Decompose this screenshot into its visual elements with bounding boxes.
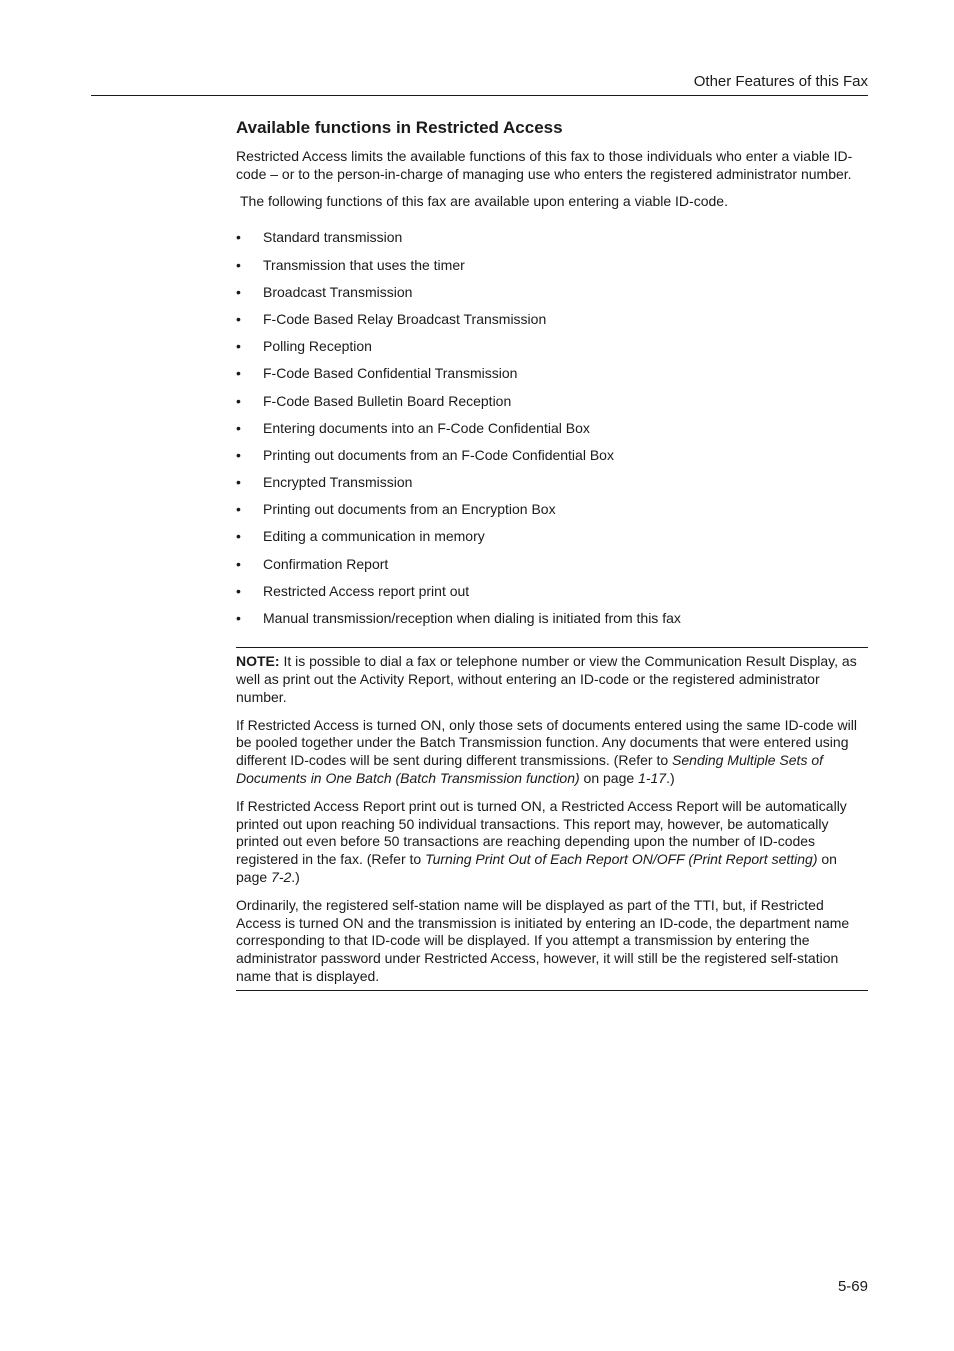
tti-note-paragraph: Ordinarily, the registered self-station name will be displayed as part of the TTI, but, if Restricted Access is turned ON and the transmission is initiated by entering an ID-code, the department name corresponding to that ID-code will be displayed. If you attempt a transmission by entering the administrator password under Restricted Access, however, it will still be the registered self-station name that is displayed. [236,896,850,984]
report-reference-on-page: on page [236,851,837,885]
bullet-icon: • [236,501,241,518]
list-item [236,257,868,284]
list-item [236,338,868,365]
list-item-text: F-Code Based Relay Broadcast Transmission [263,310,547,327]
batch-reference-on-page: on page [579,769,639,786]
report-note-paragraph [236,798,868,887]
bullet-icon: • [236,528,241,545]
list-item [236,528,868,555]
list-item-text: Encrypted Transmission [263,474,413,491]
running-header: Other Features of this Fax [693,73,868,90]
page-number: 5-69 [837,1278,868,1295]
bullet-icon: • [236,283,241,300]
bullet-icon: • [236,365,241,382]
list-item [236,501,868,528]
list-item [236,474,868,501]
report-reference-close: .) [291,868,300,885]
bullet-icon: • [236,610,241,627]
list-item-text: Broadcast Transmission [263,283,413,300]
bullet-icon: • [236,446,241,463]
bullet-icon: • [236,310,241,327]
note-text: It is possible to dial a fax or telephone number or view the Communication Result Display, as well as print out the Activity Report, without entering an ID-code or the registered administrator number. [236,653,857,705]
list-item [236,365,868,392]
note-paragraph [236,653,868,706]
list-item-text: Transmission that uses the timer [263,256,465,273]
section-heading: Available functions in Restricted Access [236,118,563,137]
list-item-text: Standard transmission [263,229,403,246]
list-item [236,610,868,637]
list-item-text: Printing out documents from an Encryption Box [263,501,556,518]
report-reference-page: 7-2 [271,868,292,885]
list-item-text: Manual transmission/reception when dialing is initiated from this fax [263,610,681,627]
bullet-icon: • [236,474,241,491]
list-item-text: Polling Reception [263,338,372,355]
list-item-text: Editing a communication in memory [263,528,485,545]
report-reference-link: Turning Print Out of Each Report ON/OFF (Print Report setting) [425,851,818,868]
list-item [236,284,868,311]
main-content [236,118,868,991]
batch-reference-link: Sending Multiple Sets of Documents in One Batch (Batch Transmission function) [236,752,824,786]
batch-note-paragraph [236,717,868,788]
list-item [236,447,868,474]
list-item [236,583,868,610]
report-note-text: If Restricted Access Report print out is turned ON, a Restricted Access Report will be automatically printed out upon reaching 50 individual transactions. This report may, however, be automatically printed out even before 50 transactions are reaching depending upon the number of ID-codes registered in the fax. (Refer to [236,797,847,868]
list-item [236,393,868,420]
intro-paragraph: Restricted Access limits the available functions of this fax to those individuals who enter a viable ID-code – or to the person-in-charge of managing use who enters the registered administrator number. [236,148,853,182]
batch-reference-close: .) [666,769,675,786]
list-item [236,420,868,447]
batch-note-text: If Restricted Access is turned ON, only those sets of documents entered using the same ID-code will be pooled together under the Batch Transmission function. Any documents that were entered using different ID-codes will be sent during different transmissions. (Refer to [236,716,857,769]
bullet-icon: • [236,555,241,572]
functions-list [236,229,868,637]
bullet-icon: • [236,392,241,409]
list-item-text: Entering documents into an F-Code Confidential Box [263,419,590,436]
bullet-icon: • [236,582,241,599]
batch-reference-page: 1-17 [638,769,667,786]
header-divider [91,95,868,96]
lead-paragraph: The following functions of this fax are available upon entering a viable ID-code. [240,192,728,209]
list-item-text: Restricted Access report print out [263,582,470,599]
list-item [236,229,868,256]
list-item-text: Printing out documents from an F-Code Confidential Box [263,446,614,463]
list-item-text: F-Code Based Bulletin Board Reception [263,392,512,409]
bullet-icon: • [236,256,241,273]
list-item-text: Confirmation Report [263,555,389,572]
note-label: NOTE: [236,653,280,670]
list-item [236,556,868,583]
bullet-icon: • [236,229,241,246]
list-item-text: F-Code Based Confidential Transmission [263,365,518,382]
bullet-icon: • [236,419,241,436]
note-box [236,647,868,991]
bullet-icon: • [236,338,241,355]
list-item [236,311,868,338]
